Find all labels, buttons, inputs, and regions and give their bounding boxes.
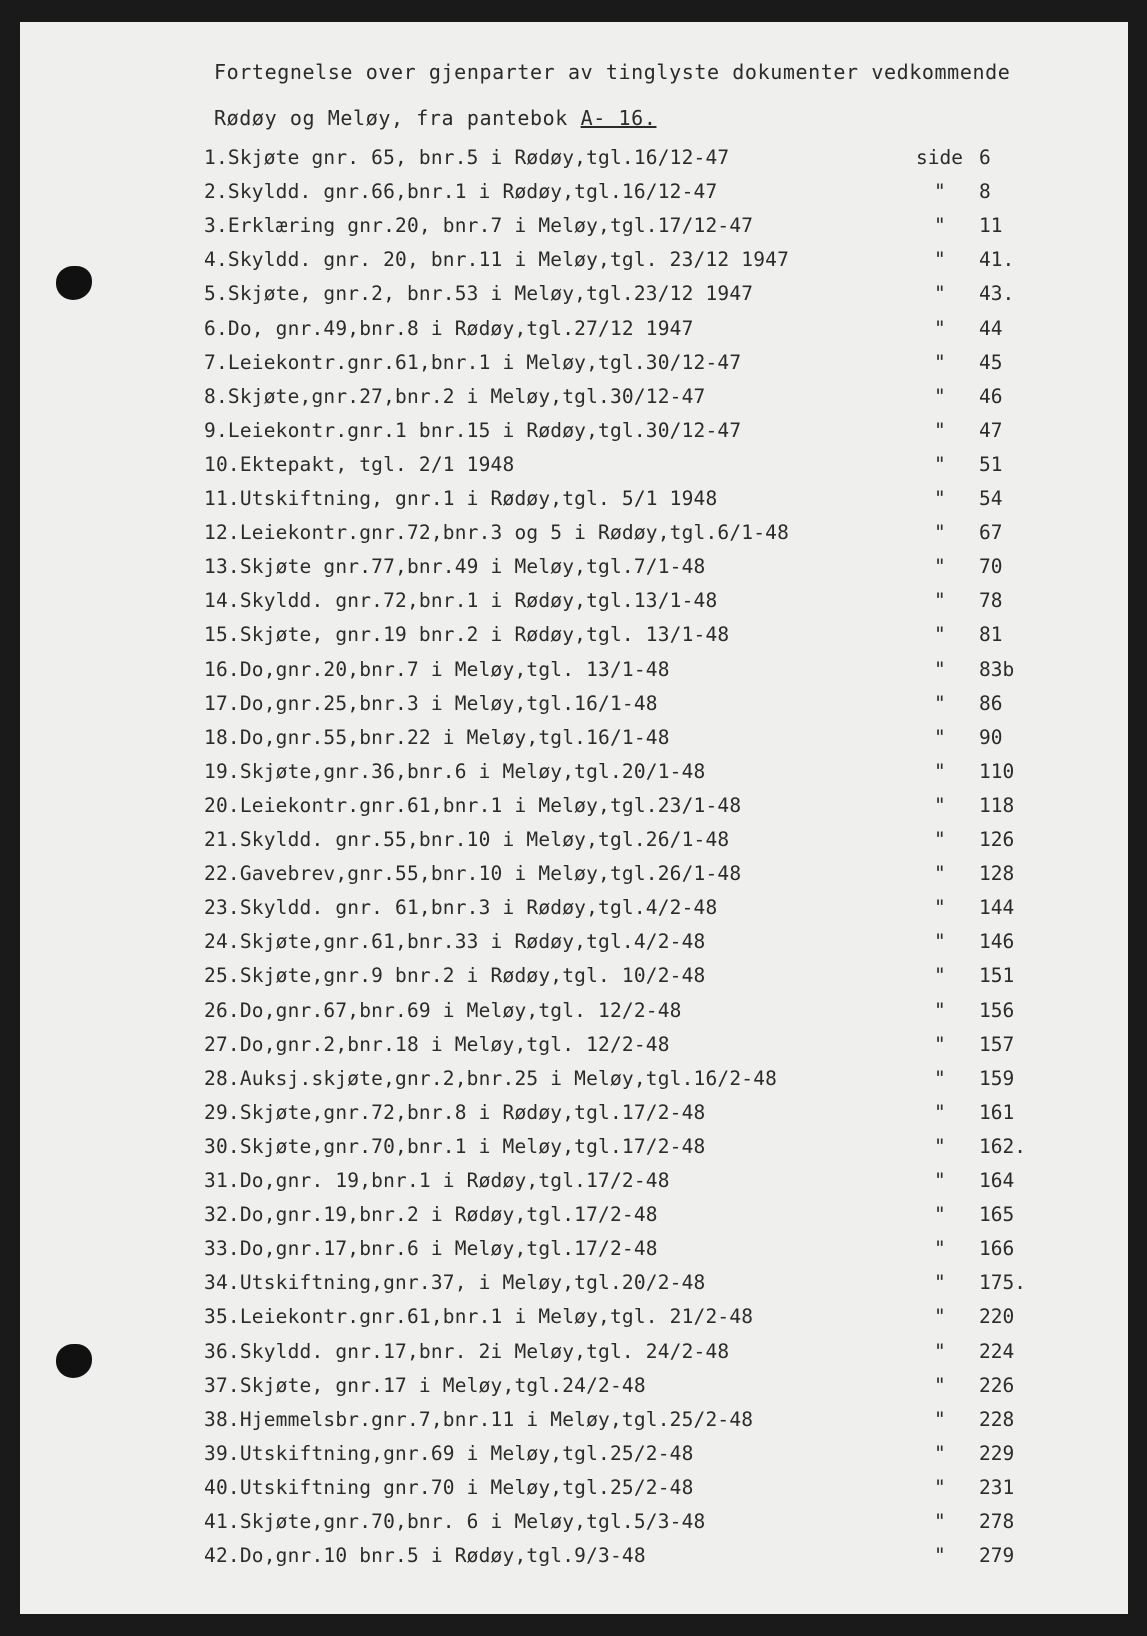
ditto-mark: " [934,521,946,545]
list-item [204,385,1104,419]
list-item [204,1442,1104,1476]
list-item [204,726,1104,760]
punch-hole [56,1344,92,1378]
list-item [204,521,1104,555]
page-number: 157 [979,1032,1015,1056]
list-item [204,1237,1104,1271]
list-item [204,214,1104,248]
list-item [204,1305,1104,1339]
entry-text: 14.Skyldd. gnr.72,bnr.1 i Rødøy,tgl.13/1-48 [204,589,718,613]
ditto-mark: " [934,214,946,238]
ditto-mark: " [934,350,946,374]
entry-text: 9.Leiekontr.gnr.1 bnr.15 i Rødøy,tgl.30/12-47 [204,418,742,442]
page-number: 67 [979,521,1003,545]
list-item [204,351,1104,385]
list-item [204,964,1104,998]
page-number: 156 [979,998,1015,1022]
page-number: 110 [979,759,1015,783]
entry-text: 25.Skjøte,gnr.9 bnr.2 i Rødøy,tgl. 10/2-48 [204,964,706,988]
page-number: 43. [979,282,1015,306]
ditto-mark: " [934,282,946,306]
entry-text: 22.Gavebrev,gnr.55,bnr.10 i Meløy,tgl.26/1-48 [204,862,742,886]
list-item [204,658,1104,692]
ditto-mark: " [934,248,946,272]
entry-text: 21.Skyldd. gnr.55,bnr.10 i Meløy,tgl.26/1-48 [204,828,730,851]
entry-text: 10.Ektepakt, tgl. 2/1 1948 [204,452,515,476]
list-item [204,453,1104,487]
entry-text: 13.Skjøte gnr.77,bnr.49 i Meløy,tgl.7/1-48 [204,555,706,579]
entry-text: 30.Skjøte,gnr.70,bnr.1 i Meløy,tgl.17/2-48 [204,1134,706,1158]
entry-text: 26.Do,gnr.67,bnr.69 i Meløy,tgl. 12/2-48 [204,998,682,1022]
entry-text: 35.Leiekontr.gnr.61,bnr.1 i Meløy,tgl. 21/2-48 [204,1305,754,1329]
entry-text: 16.Do,gnr.20,bnr.7 i Meløy,tgl. 13/1-48 [204,657,670,681]
entry-text: 12.Leiekontr.gnr.72,bnr.3 og 5 i Rødøy,tgl.6/1-48 [204,521,790,545]
list-item [204,1340,1104,1374]
page-number: 146 [979,930,1015,954]
side-label: side [916,146,963,169]
entry-text: 6.Do, gnr.49,bnr.8 i Rødøy,tgl.27/12 1947 [204,316,694,340]
entry-text: 8.Skjøte,gnr.27,bnr.2 i Meløy,tgl.30/12-47 [204,384,706,408]
entry-text: 36.Skyldd. gnr.17,bnr. 2i Meløy,tgl. 24/2-48 [204,1339,730,1363]
page-number: 151 [979,964,1015,988]
ditto-mark: " [934,862,946,886]
page-number: 164 [979,1169,1015,1192]
ditto-mark: " [934,487,946,510]
page-number: 224 [979,1339,1015,1363]
ditto-mark: " [934,964,946,988]
page-number: 278 [979,1510,1015,1533]
list-item [204,1271,1104,1305]
list-item [204,1544,1104,1578]
ditto-mark: " [934,759,946,783]
list-item [204,248,1104,282]
entry-text: 41.Skjøte,gnr.70,bnr. 6 i Meløy,tgl.5/3-48 [204,1510,706,1533]
ditto-mark: " [934,1203,946,1227]
page-number: 54 [979,487,1003,510]
page-number: 279 [979,1544,1015,1568]
list-item [204,1169,1104,1203]
ditto-mark: " [934,1066,946,1090]
document-title-line-1: Fortegnelse over gjenparter av tinglyste dokumenter vedkommende [214,60,1011,84]
entry-text: 42.Do,gnr.10 bnr.5 i Rødøy,tgl.9/3-48 [204,1544,646,1568]
entry-text: 20.Leiekontr.gnr.61,bnr.1 i Meløy,tgl.23/1-48 [204,793,742,817]
ditto-mark: " [934,1271,946,1295]
ditto-mark: " [934,691,946,715]
entry-text: 3.Erklæring gnr.20, bnr.7 i Meløy,tgl.17/12-47 [204,214,754,238]
ditto-mark: " [934,725,946,749]
list-item [204,1067,1104,1101]
volume-label: A- 16. [580,106,657,130]
entry-text: 29.Skjøte,gnr.72,bnr.8 i Rødøy,tgl.17/2-48 [204,1100,706,1124]
entry-text: 34.Utskiftning,gnr.37, i Meløy,tgl.20/2-48 [204,1271,706,1295]
list-item [204,317,1104,351]
entry-text: 33.Do,gnr.17,bnr.6 i Meløy,tgl.17/2-48 [204,1237,658,1261]
entry-text: 27.Do,gnr.2,bnr.18 i Meløy,tgl. 12/2-48 [204,1032,670,1056]
entry-text: 11.Utskiftning, gnr.1 i Rødøy,tgl. 5/1 1948 [204,487,718,510]
document-page [20,22,1128,1614]
list-item [204,555,1104,589]
ditto-mark: " [934,828,946,851]
page-number: 220 [979,1305,1015,1329]
page-number: 118 [979,793,1015,817]
ditto-mark: " [934,1544,946,1568]
list-item [204,1033,1104,1067]
list-item [204,930,1104,964]
ditto-mark: " [934,1339,946,1363]
entry-text: 32.Do,gnr.19,bnr.2 i Rødøy,tgl.17/2-48 [204,1203,658,1227]
page-number: 228 [979,1407,1015,1431]
entry-text: 39.Utskiftning,gnr.69 i Meløy,tgl.25/2-48 [204,1441,694,1465]
entry-text: 7.Leiekontr.gnr.61,bnr.1 i Meløy,tgl.30/12-47 [204,350,742,374]
page-number: 229 [979,1441,1015,1465]
page-number: 51 [979,452,1003,476]
entry-text: 5.Skjøte, gnr.2, bnr.53 i Meløy,tgl.23/12 1947 [204,282,754,306]
list-item [204,589,1104,623]
entry-text: 15.Skjøte, gnr.19 bnr.2 i Rødøy,tgl. 13/1-48 [204,623,730,647]
page-number: 8 [979,180,991,204]
list-item [204,692,1104,726]
ditto-mark: " [934,1510,946,1533]
list-item [204,896,1104,930]
list-item [204,623,1104,657]
ditto-mark: " [934,930,946,954]
entry-text: 38.Hjemmelsbr.gnr.7,bnr.11 i Meløy,tgl.25/2-48 [204,1407,754,1431]
ditto-mark: " [934,793,946,817]
page-number: 128 [979,862,1015,886]
page-number: 78 [979,589,1003,613]
list-item [204,282,1104,316]
list-item [204,1203,1104,1237]
page-number: 81 [979,623,1003,647]
ditto-mark: " [934,1032,946,1056]
list-item [204,1510,1104,1544]
title-prefix: Rødøy og Meløy, fra pantebok [214,106,568,130]
list-item [204,180,1104,214]
list-item [204,487,1104,521]
page-number: 226 [979,1373,1015,1397]
ditto-mark: " [934,998,946,1022]
ditto-mark: " [934,180,946,204]
ditto-mark: " [934,1475,946,1499]
page-number: 45 [979,350,1003,374]
ditto-mark: " [934,384,946,408]
list-item [204,1408,1104,1442]
page-number: 46 [979,384,1003,408]
entry-text: 40.Utskiftning gnr.70 i Meløy,tgl.25/2-48 [204,1475,694,1499]
ditto-mark: " [934,896,946,920]
page-number: 175. [979,1271,1026,1295]
list-item [204,1476,1104,1510]
page-number: 70 [979,555,1003,579]
page-number: 162. [979,1134,1026,1158]
ditto-mark: " [934,1407,946,1431]
document-title-line-2 [214,106,656,130]
page-number: 44 [979,316,1003,340]
ditto-mark: " [934,1305,946,1329]
page-number: 159 [979,1066,1015,1090]
ditto-mark: " [934,1373,946,1397]
entry-text: 28.Auksj.skjøte,gnr.2,bnr.25 i Meløy,tgl.16/2-48 [204,1066,778,1090]
list-item [204,794,1104,828]
page-number: 231 [979,1475,1015,1499]
punch-hole [56,266,92,300]
entry-text: 23.Skyldd. gnr. 61,bnr.3 i Rødøy,tgl.4/2-48 [204,896,718,920]
page-number: 165 [979,1203,1015,1227]
ditto-mark: " [934,1169,946,1192]
list-item [204,419,1104,453]
page-number: 161 [979,1100,1015,1124]
entry-text: 4.Skyldd. gnr. 20, bnr.11 i Meløy,tgl. 23/12 1947 [204,248,790,272]
ditto-mark: " [934,555,946,579]
list-item [204,1135,1104,1169]
entry-text: 18.Do,gnr.55,bnr.22 i Meløy,tgl.16/1-48 [204,725,670,749]
ditto-mark: " [934,452,946,476]
list-item [204,828,1104,862]
entry-text: 17.Do,gnr.25,bnr.3 i Meløy,tgl.16/1-48 [204,691,658,715]
entry-text: 24.Skjøte,gnr.61,bnr.33 i Rødøy,tgl.4/2-48 [204,930,706,954]
list-item [204,1374,1104,1408]
ditto-mark: " [934,657,946,681]
list-item [204,999,1104,1033]
page-number: 166 [979,1237,1015,1261]
list-item [204,760,1104,794]
ditto-mark: " [934,418,946,442]
entry-text: 2.Skyldd. gnr.66,bnr.1 i Rødøy,tgl.16/12-47 [204,180,718,204]
ditto-mark: " [934,316,946,340]
ditto-mark: " [934,589,946,613]
ditto-mark: " [934,1134,946,1158]
list-item [204,862,1104,896]
page-number: 6 [979,146,991,169]
page-number: 126 [979,828,1015,851]
page-number: 144 [979,896,1015,920]
entry-text: 1.Skjøte gnr. 65, bnr.5 i Rødøy,tgl.16/12-47 [204,146,730,169]
list-item [204,146,1104,180]
ditto-mark: " [934,1237,946,1261]
list-item [204,1101,1104,1135]
entry-text: 37.Skjøte, gnr.17 i Meløy,tgl.24/2-48 [204,1373,646,1397]
ditto-mark: " [934,623,946,647]
page-number: 86 [979,691,1003,715]
entry-text: 31.Do,gnr. 19,bnr.1 i Rødøy,tgl.17/2-48 [204,1169,670,1192]
page-number: 90 [979,725,1003,749]
page-number: 11 [979,214,1003,238]
page-number: 41. [979,248,1015,272]
ditto-mark: " [934,1441,946,1465]
page-number: 83b [979,657,1015,681]
page-number: 47 [979,418,1003,442]
ditto-mark: " [934,1100,946,1124]
entry-text: 19.Skjøte,gnr.36,bnr.6 i Meløy,tgl.20/1-48 [204,759,706,783]
